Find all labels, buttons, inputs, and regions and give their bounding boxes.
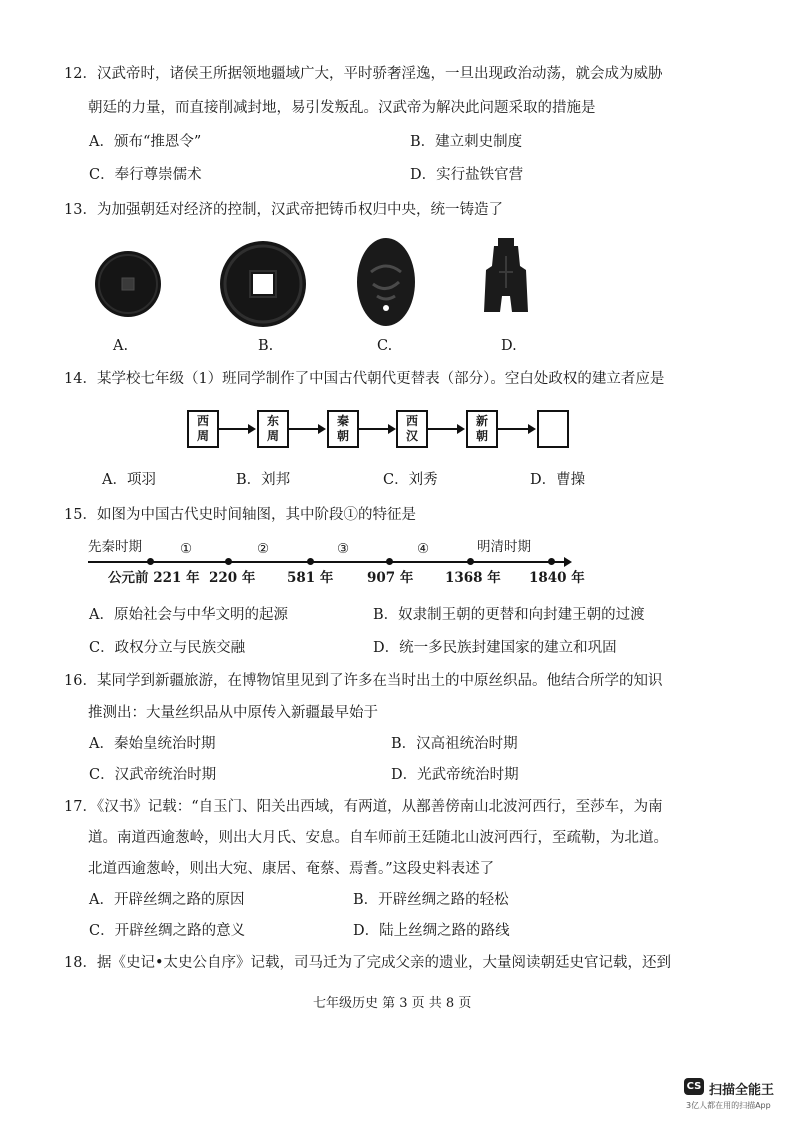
timeline-dot-2 <box>225 558 232 565</box>
dynasty-arrow-1 <box>219 428 249 430</box>
timeline-year-2: 220 年 <box>209 570 256 586</box>
timeline-dot-3 <box>307 558 314 565</box>
q13-option-a: A. <box>113 338 129 354</box>
q17-option-a: A．开辟丝绸之路的原因 <box>89 892 245 908</box>
dynasty-arrowhead-1 <box>248 424 256 434</box>
dynasty-box-5: 新朝 <box>466 410 498 448</box>
q17-option-d: D．陆上丝绸之路的路线 <box>353 923 510 939</box>
q12-option-a: A．颁布“推恩令” <box>89 134 202 150</box>
camscanner-logo-icon: CS <box>684 1078 704 1095</box>
q16-option-a: A．秦始皇统治时期 <box>89 736 216 752</box>
timeline-dot-6 <box>548 558 555 565</box>
q13-option-c: C. <box>377 338 393 354</box>
dynasty-arrowhead-3 <box>388 424 396 434</box>
q13-option-d: D. <box>501 338 517 354</box>
q14-option-b: B．刘邦 <box>236 472 291 488</box>
timeline-axis <box>88 561 566 563</box>
q17-stem-line1: 17．《汉书》记载：“自玉门、阳关出西域，有两道，从鄯善傍南山北波河西行，至莎车，为南 <box>64 799 663 815</box>
dynasty-arrowhead-5 <box>528 424 536 434</box>
dynasty-arrow-5 <box>498 428 529 430</box>
dynasty-arrowhead-2 <box>318 424 326 434</box>
timeline-year-6: 1840 年 <box>529 570 585 586</box>
q12-option-b: B．建立刺史制度 <box>410 134 523 150</box>
q16-stem-line1: 16．某同学到新疆旅游，在博物馆里见到了许多在当时出土的中原丝织品。他结合所学的知识 <box>64 673 663 689</box>
dynasty-arrow-4 <box>428 428 458 430</box>
timeline-year-4: 907 年 <box>367 570 414 586</box>
timeline-year-3: 581 年 <box>287 570 334 586</box>
q14-option-a: A．项羽 <box>102 472 156 488</box>
dynasty-arrow-3 <box>359 428 389 430</box>
q13-option-b: B. <box>258 338 274 354</box>
q15-stem: 15．如图为中国古代史时间轴图，其中阶段①的特征是 <box>64 507 416 523</box>
q16-stem-line2: 推测出：大量丝织品从中原传入新疆最早始于 <box>88 705 378 721</box>
dynasty-box-blank <box>537 410 569 448</box>
q12-stem-line2: 朝廷的力量，而直接削减封地，易引发叛乱。汉武帝为解决此问题采取的措施是 <box>88 100 596 116</box>
coin-c-image <box>355 232 417 336</box>
camscanner-slogan: 3亿人都在用的扫描App <box>686 1101 771 1110</box>
q15-option-a: A．原始社会与中华文明的起源 <box>89 607 288 623</box>
coin-a-image <box>94 236 162 336</box>
q12-option-c: C．奉行尊崇儒术 <box>89 167 202 183</box>
timeline-end-label: 明清时期 <box>477 539 531 555</box>
q17-stem-line2: 道。南道西逾葱岭，则出大月氏、安息。自车师前王廷随北山波河西行，至疏勒，为北道。 <box>88 830 668 846</box>
q16-option-b: B．汉高祖统治时期 <box>391 736 518 752</box>
page-footer: 七年级历史 第 3 页 共 8 页 <box>313 996 472 1011</box>
dynasty-box-1: 西周 <box>187 410 219 448</box>
q17-option-c: C．开辟丝绸之路的意义 <box>89 923 246 939</box>
q14-option-d: D．曹操 <box>530 472 586 488</box>
q15-option-b: B．奴隶制王朝的更替和向封建王朝的过渡 <box>373 607 645 623</box>
timeline-dot-5 <box>467 558 474 565</box>
q18-stem-line1: 18．据《史记•太史公自序》记载，司马迁为了完成父亲的遗业，大量阅读朝廷史官记载，还到 <box>64 955 671 971</box>
dynasty-box-4: 西汉 <box>396 410 428 448</box>
timeline-year-5: 1368 年 <box>445 570 501 586</box>
q14-stem: 14．某学校七年级（1）班同学制作了中国古代朝代更替表（部分）。空白处政权的建立者应是 <box>64 371 665 387</box>
dynasty-arrow-2 <box>289 428 319 430</box>
q15-option-d: D．统一多民族封建国家的建立和巩固 <box>373 640 617 656</box>
q12-stem-line1: 12．汉武帝时，诸侯王所据领地疆域广大，平时骄奢淫逸，一旦出现政治动荡，就会成为威胁 <box>64 66 663 82</box>
q16-option-d: D．光武帝统治时期 <box>391 767 519 783</box>
dynasty-box-2: 东周 <box>257 410 289 448</box>
timeline-stage-2: ② <box>257 541 270 557</box>
coin-d-image <box>482 236 530 340</box>
q13-stem: 13．为加强朝廷对经济的控制，汉武帝把铸币权归中央，统一铸造了 <box>64 202 503 218</box>
q17-option-b: B．开辟丝绸之路的轻松 <box>353 892 509 908</box>
q15-option-c: C．政权分立与民族交融 <box>89 640 246 656</box>
timeline-dot-1 <box>147 558 154 565</box>
dynasty-arrowhead-4 <box>457 424 465 434</box>
q14-option-c: C．刘秀 <box>383 472 438 488</box>
dynasty-box-3: 秦朝 <box>327 410 359 448</box>
q16-option-c: C．汉武帝统治时期 <box>89 767 217 783</box>
timeline-stage-4: ④ <box>417 541 430 557</box>
q12-option-d: D．实行盐铁官营 <box>410 167 524 183</box>
coin-b-image <box>217 236 309 336</box>
timeline-arrowhead <box>564 557 572 567</box>
timeline-start-label: 先秦时期 <box>88 539 142 555</box>
timeline-stage-1: ① <box>180 541 193 557</box>
camscanner-name: 扫描全能王 <box>709 1083 775 1098</box>
timeline-dot-4 <box>386 558 393 565</box>
timeline-stage-3: ③ <box>337 541 350 557</box>
timeline-year-1: 公元前 221 年 <box>108 570 200 586</box>
q17-stem-line3: 北道西逾葱岭，则出大宛、康居、奄蔡、焉耆。”这段史料表述了 <box>88 861 495 877</box>
